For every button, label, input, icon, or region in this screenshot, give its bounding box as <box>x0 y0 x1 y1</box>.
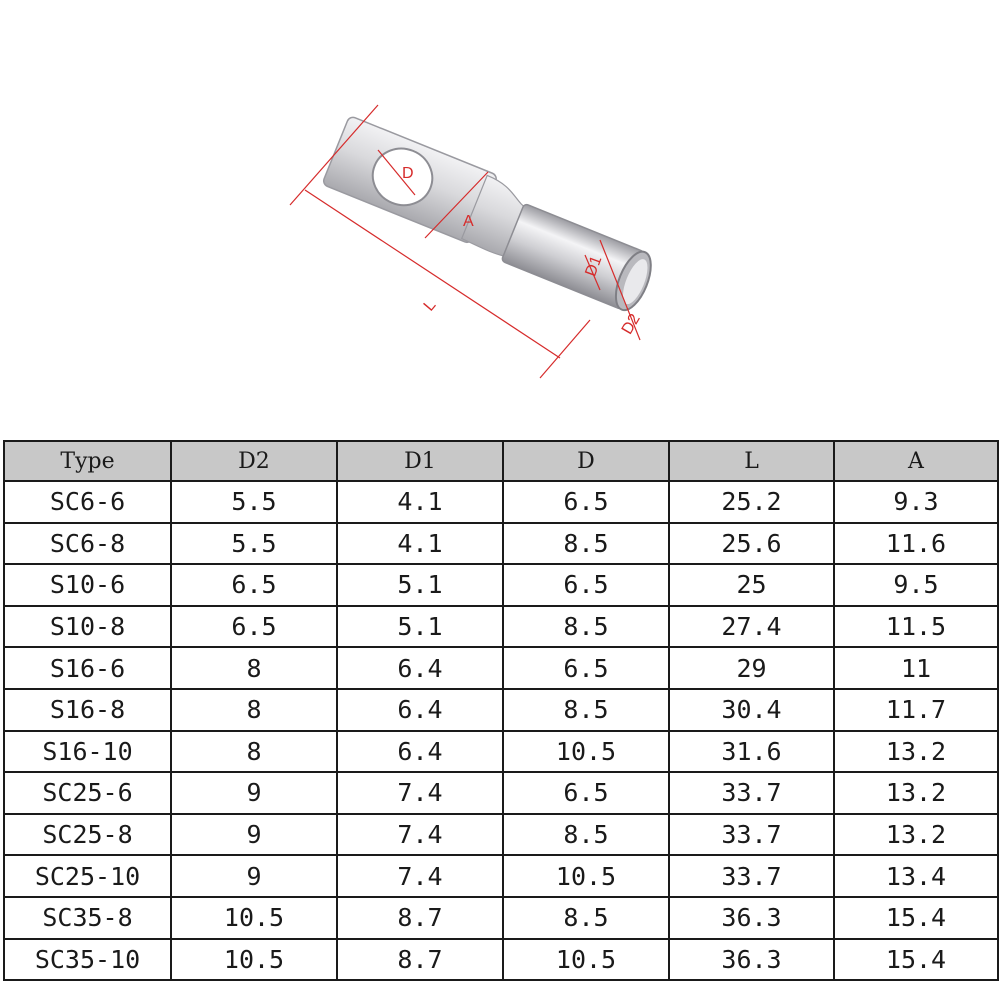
table-cell: 9 <box>171 855 337 897</box>
table-cell: 31.6 <box>669 731 834 773</box>
table-cell: 7.4 <box>337 814 503 856</box>
table-cell: 29 <box>669 647 834 689</box>
table-cell: 33.7 <box>669 814 834 856</box>
table-row <box>4 564 998 606</box>
cable-lug <box>320 116 664 315</box>
table-cell: 5.5 <box>171 523 337 565</box>
table-cell: 9 <box>171 772 337 814</box>
table-cell: SC6-6 <box>4 481 171 523</box>
table-cell: 4.1 <box>337 523 503 565</box>
table-cell: 10.5 <box>503 939 669 981</box>
table-row <box>4 897 998 939</box>
table-cell: 4.1 <box>337 481 503 523</box>
table-cell: SC35-8 <box>4 897 171 939</box>
table-cell: S10-8 <box>4 606 171 648</box>
table-header-row <box>4 441 998 481</box>
header-l: L <box>669 441 834 481</box>
table-cell: 9.5 <box>834 564 998 606</box>
label-d: D <box>402 165 414 182</box>
table-cell: 8.5 <box>503 606 669 648</box>
table-cell: 11 <box>834 647 998 689</box>
label-d1: D1 <box>582 253 606 279</box>
table-cell: 25.2 <box>669 481 834 523</box>
table-row <box>4 939 998 981</box>
header-d2: D2 <box>171 441 337 481</box>
table-cell: SC6-8 <box>4 523 171 565</box>
table-cell: 13.4 <box>834 855 998 897</box>
table-cell: 25.6 <box>669 523 834 565</box>
table-cell: 13.2 <box>834 731 998 773</box>
table-cell: 11.6 <box>834 523 998 565</box>
table-cell: 6.5 <box>503 481 669 523</box>
table-cell: 33.7 <box>669 855 834 897</box>
label-d2: D2 <box>618 311 644 338</box>
table-cell: 8.5 <box>503 897 669 939</box>
table-cell: 8.7 <box>337 897 503 939</box>
table-cell: 6.5 <box>503 564 669 606</box>
header-d1: D1 <box>337 441 503 481</box>
table-cell: S16-6 <box>4 647 171 689</box>
table-cell: 7.4 <box>337 855 503 897</box>
table-cell: 6.5 <box>171 564 337 606</box>
label-a: A <box>463 213 474 230</box>
table-cell: 10.5 <box>171 939 337 981</box>
table-row <box>4 523 998 565</box>
header-a: A <box>834 441 998 481</box>
table-cell: 5.1 <box>337 606 503 648</box>
table-cell: SC35-10 <box>4 939 171 981</box>
table-cell: 33.7 <box>669 772 834 814</box>
table-cell: 8 <box>171 731 337 773</box>
table-cell: 9.3 <box>834 481 998 523</box>
table-cell: 5.1 <box>337 564 503 606</box>
table-cell: 30.4 <box>669 689 834 731</box>
table-cell: 25 <box>669 564 834 606</box>
table-cell: 27.4 <box>669 606 834 648</box>
table-cell: 8.5 <box>503 523 669 565</box>
table-cell: 8.7 <box>337 939 503 981</box>
table-row <box>4 606 998 648</box>
table-cell: 6.4 <box>337 647 503 689</box>
table-cell: 36.3 <box>669 897 834 939</box>
table-cell: S10-6 <box>4 564 171 606</box>
table-cell: 15.4 <box>834 897 998 939</box>
header-d: D <box>503 441 669 481</box>
table-cell: 10.5 <box>503 731 669 773</box>
table-cell: SC25-10 <box>4 855 171 897</box>
table-cell: 6.5 <box>503 647 669 689</box>
table-cell: 13.2 <box>834 772 998 814</box>
table-cell: 13.2 <box>834 814 998 856</box>
table-cell: 11.5 <box>834 606 998 648</box>
table-row <box>4 689 998 731</box>
table-cell: SC25-8 <box>4 814 171 856</box>
table-body <box>4 481 998 980</box>
table-cell: 15.4 <box>834 939 998 981</box>
table-cell: 7.4 <box>337 772 503 814</box>
table-cell: 6.5 <box>171 606 337 648</box>
table-cell: 6.4 <box>337 731 503 773</box>
table-cell: 8 <box>171 689 337 731</box>
table-row <box>4 647 998 689</box>
table-row <box>4 855 998 897</box>
table-cell: 8.5 <box>503 689 669 731</box>
table-cell: 10.5 <box>171 897 337 939</box>
table-row <box>4 481 998 523</box>
cable-lug-diagram <box>0 0 1001 430</box>
table-cell: 11.7 <box>834 689 998 731</box>
table-cell: 6.5 <box>503 772 669 814</box>
label-l: L <box>420 296 440 315</box>
table-cell: 8 <box>171 647 337 689</box>
table-cell: 6.4 <box>337 689 503 731</box>
table-cell: S16-8 <box>4 689 171 731</box>
table-cell: 9 <box>171 814 337 856</box>
table-row <box>4 814 998 856</box>
table-cell: S16-10 <box>4 731 171 773</box>
table-cell: 36.3 <box>669 939 834 981</box>
table-cell: 8.5 <box>503 814 669 856</box>
table-row <box>4 772 998 814</box>
spec-table <box>3 440 999 981</box>
table-cell: 10.5 <box>503 855 669 897</box>
table-row <box>4 731 998 773</box>
header-type: Type <box>4 441 171 481</box>
length-tick-right <box>540 320 590 378</box>
table-cell: SC25-6 <box>4 772 171 814</box>
table-cell: 5.5 <box>171 481 337 523</box>
